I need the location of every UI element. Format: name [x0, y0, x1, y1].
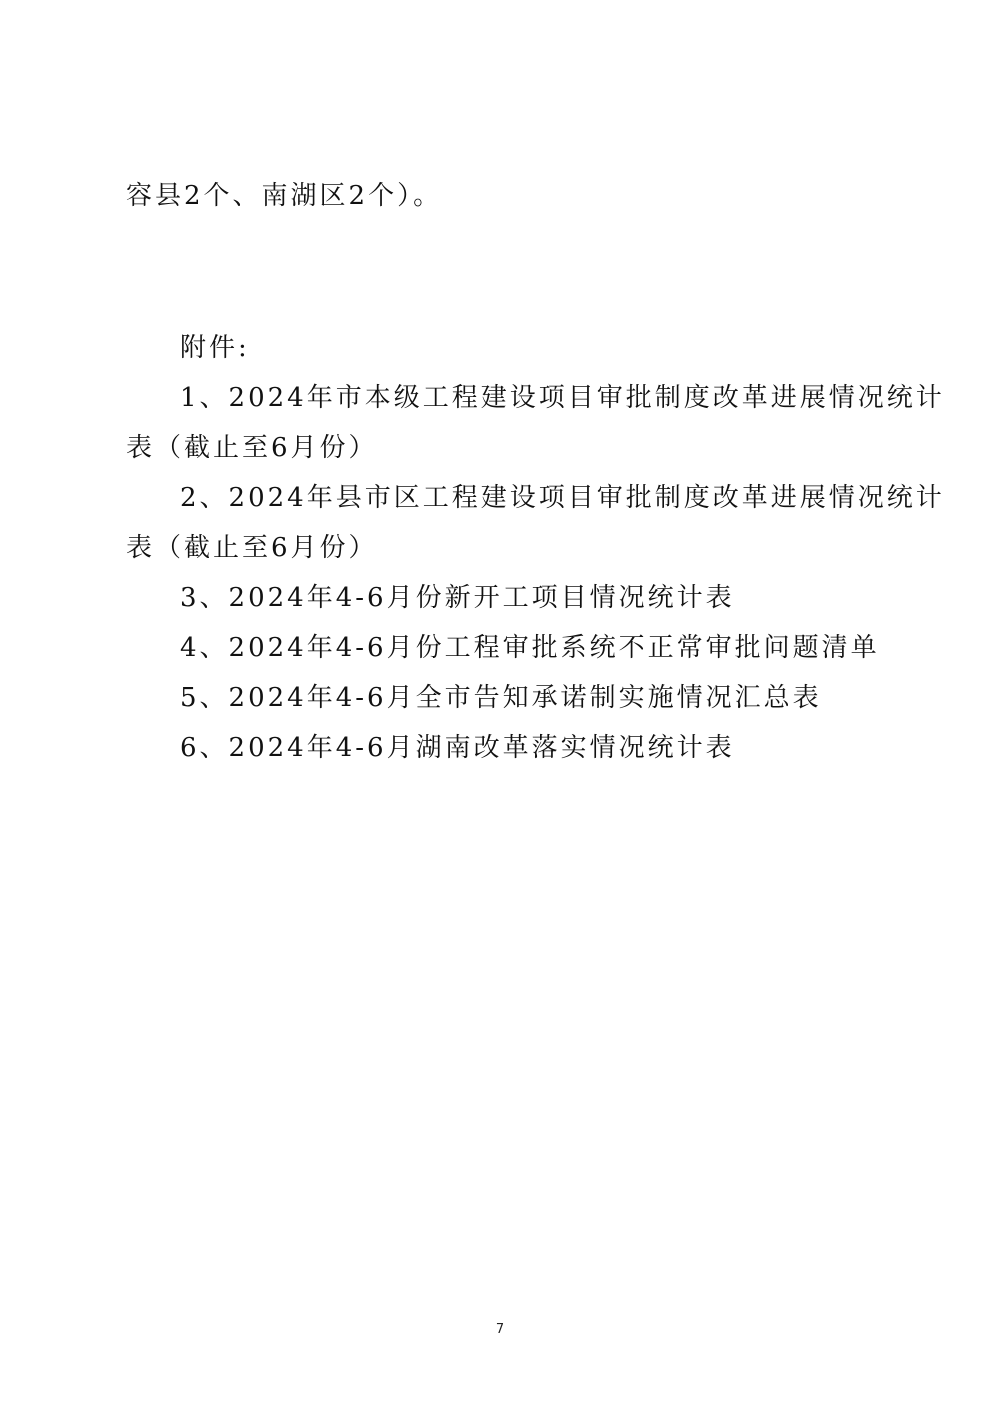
attachment-item-2-line-1: 2、2024年县市区工程建设项目审批制度改革进展情况统计	[180, 483, 945, 513]
page-number: 7	[495, 1322, 505, 1337]
attachment-item-2-line-2: 表（截止至6月份）	[126, 533, 378, 563]
attachment-item-1-line-2: 表（截止至6月份）	[126, 433, 378, 463]
attachment-item-4: 4、2024年4-6月份工程审批系统不正常审批问题清单	[180, 633, 880, 663]
attachment-item-1-line-1: 1、2024年市本级工程建设项目审批制度改革进展情况统计	[180, 383, 945, 413]
continuation-paragraph: 容县2个、南湖区2个）。	[126, 181, 443, 211]
attachments-heading: 附件:	[180, 333, 250, 363]
attachment-item-3: 3、2024年4-6月份新开工项目情况统计表	[180, 583, 735, 613]
attachment-item-6: 6、2024年4-6月湖南改革落实情况统计表	[180, 733, 735, 763]
attachment-item-5: 5、2024年4-6月全市告知承诺制实施情况汇总表	[180, 683, 822, 713]
